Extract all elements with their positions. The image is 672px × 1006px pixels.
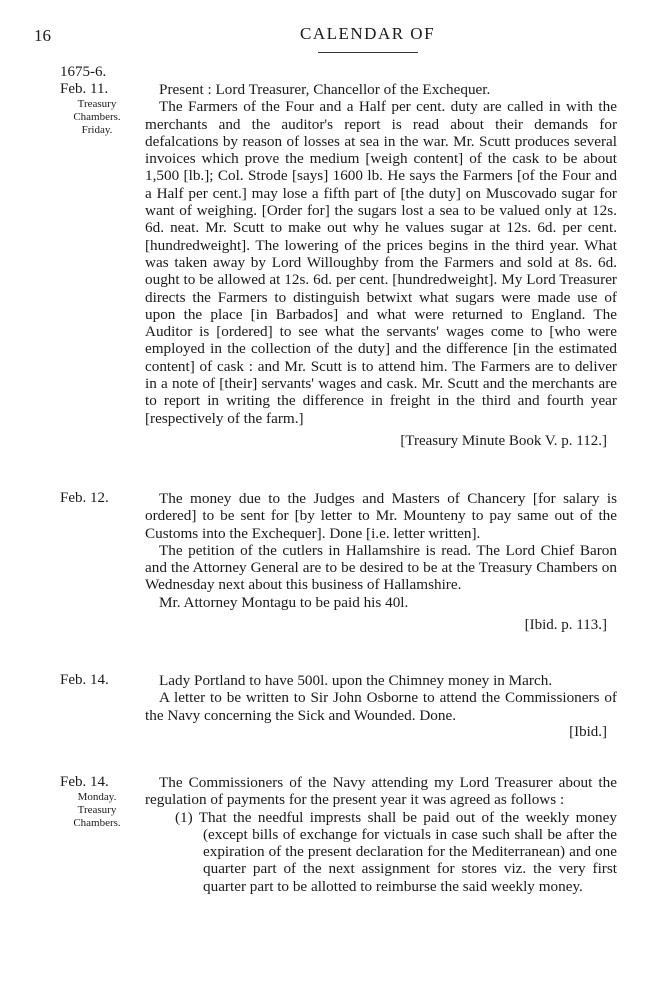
paragraph: Lady Portland to have 500l. upon the Chimney money in March.	[159, 672, 553, 689]
paragraph: The petition of the cutlers in Hallamshire is read. The Lord Chief Baron and the Attorney General are to be desired to be at the Treasury Chambers on Wednesday next about this business of Hallamshire.	[145, 541, 617, 594]
margin-date: Feb. 14.	[60, 774, 109, 790]
entry-text	[145, 672, 617, 741]
margin-note	[60, 490, 140, 507]
running-title: CALENDAR OF	[300, 24, 436, 43]
margin-date: Feb. 14.	[60, 672, 109, 688]
paragraph: The Commissioners of the Navy attending my Lord Treasurer about the regulation of payments for the present year it was agreed as follows :	[145, 774, 617, 809]
margin-place: Chambers.	[73, 111, 121, 123]
margin-date: Feb. 12.	[60, 490, 109, 506]
paragraph: Mr. Attorney Montagu to be paid his 40l.	[159, 593, 409, 611]
margin-date: Feb. 11.	[60, 81, 109, 97]
entry-text	[145, 774, 617, 895]
header-rule	[318, 52, 418, 53]
margin-year: 1675-6.	[60, 64, 107, 80]
entry-text	[145, 81, 617, 450]
margin-place: Treasury	[77, 98, 117, 110]
paragraph: The money due to the Judges and Masters of Chancery [for salary is ordered] to be sent for [by letter to Mr. Mounteny to pay same out of the Customs into the Exchequer]. Done [i.e. letter written].	[145, 490, 617, 542]
margin-note	[60, 672, 140, 689]
page-header	[0, 22, 672, 62]
margin-note	[60, 64, 140, 137]
margin-note	[60, 774, 140, 830]
citation: [Ibid. p. 113.]	[524, 617, 607, 634]
paragraph: A letter to be written to Sir John Osborne to attend the Commissioners of the Navy concerning the Sick and Wounded. Done.	[145, 689, 617, 724]
citation: [Ibid.]	[569, 723, 607, 740]
margin-place: Treasury	[77, 804, 117, 816]
page-number: 16	[34, 26, 51, 45]
margin-day: Friday.	[81, 124, 113, 136]
margin-day: Monday.	[77, 791, 117, 803]
paragraph: Present : Lord Treasurer, Chancellor of the Exchequer.	[159, 81, 491, 98]
paragraph: The Farmers of the Four and a Half per cent. duty are called in with the merchants and the auditor's report is read about their demands for defalcations by reason of losses at sea in the war. Mr. Scutt produces several invoices which prove the medium [weigh content] of the cask to be about 1,500 [lb.]; Col. Strode [says] 1600 lb. He says the Farmers [of the Four and a Half per cent.] may lose a fifth part of [the duty] on Muscovado sugar for want of weighing. [Order for] the sugars lost a sea to be valued only at 12s. 6d. neat. Mr. Scutt to make out why he values sugar at 12s. 6d. per cent. [hundredweight]. The lowering of the prices begins in the third year. What was taken away by Lord Willoughby from the Farmers and sold at 8s. 6d. ought to be allowed at 12s. 6d. per cent. [hundredweight]. My Lord Treasurer directs the Farmers to distinguish betwixt what sugars were made use of upon the place [in Barbados] and what were returned to England. The Auditor is [ordered] to see what the servants' wages come to [who were employed in the collection of the duty] and the difference [in the estimated content] of cask : and Mr. Scutt is to attend him. The Farmers are to deliver in a note of [their] servants' wages and cask. Mr. Scutt and the merchants are to report in writing the difference in freight in the third and fourth year [respectively of the farm.]	[145, 98, 617, 427]
entry-text	[145, 490, 617, 634]
numbered-clause: (1) That the needful imprests shall be paid out of the weekly money (except bills of exchange for victuals in case such shall be after the expiration of the present declaration for the Mediterranean) and one quarter part of the next assignment for stores viz. the very first quarter part to be allotted to reimburse the said weekly money.	[175, 808, 617, 895]
citation: [Treasury Minute Book V. p. 112.]	[400, 432, 607, 449]
margin-place: Chambers.	[73, 817, 121, 829]
